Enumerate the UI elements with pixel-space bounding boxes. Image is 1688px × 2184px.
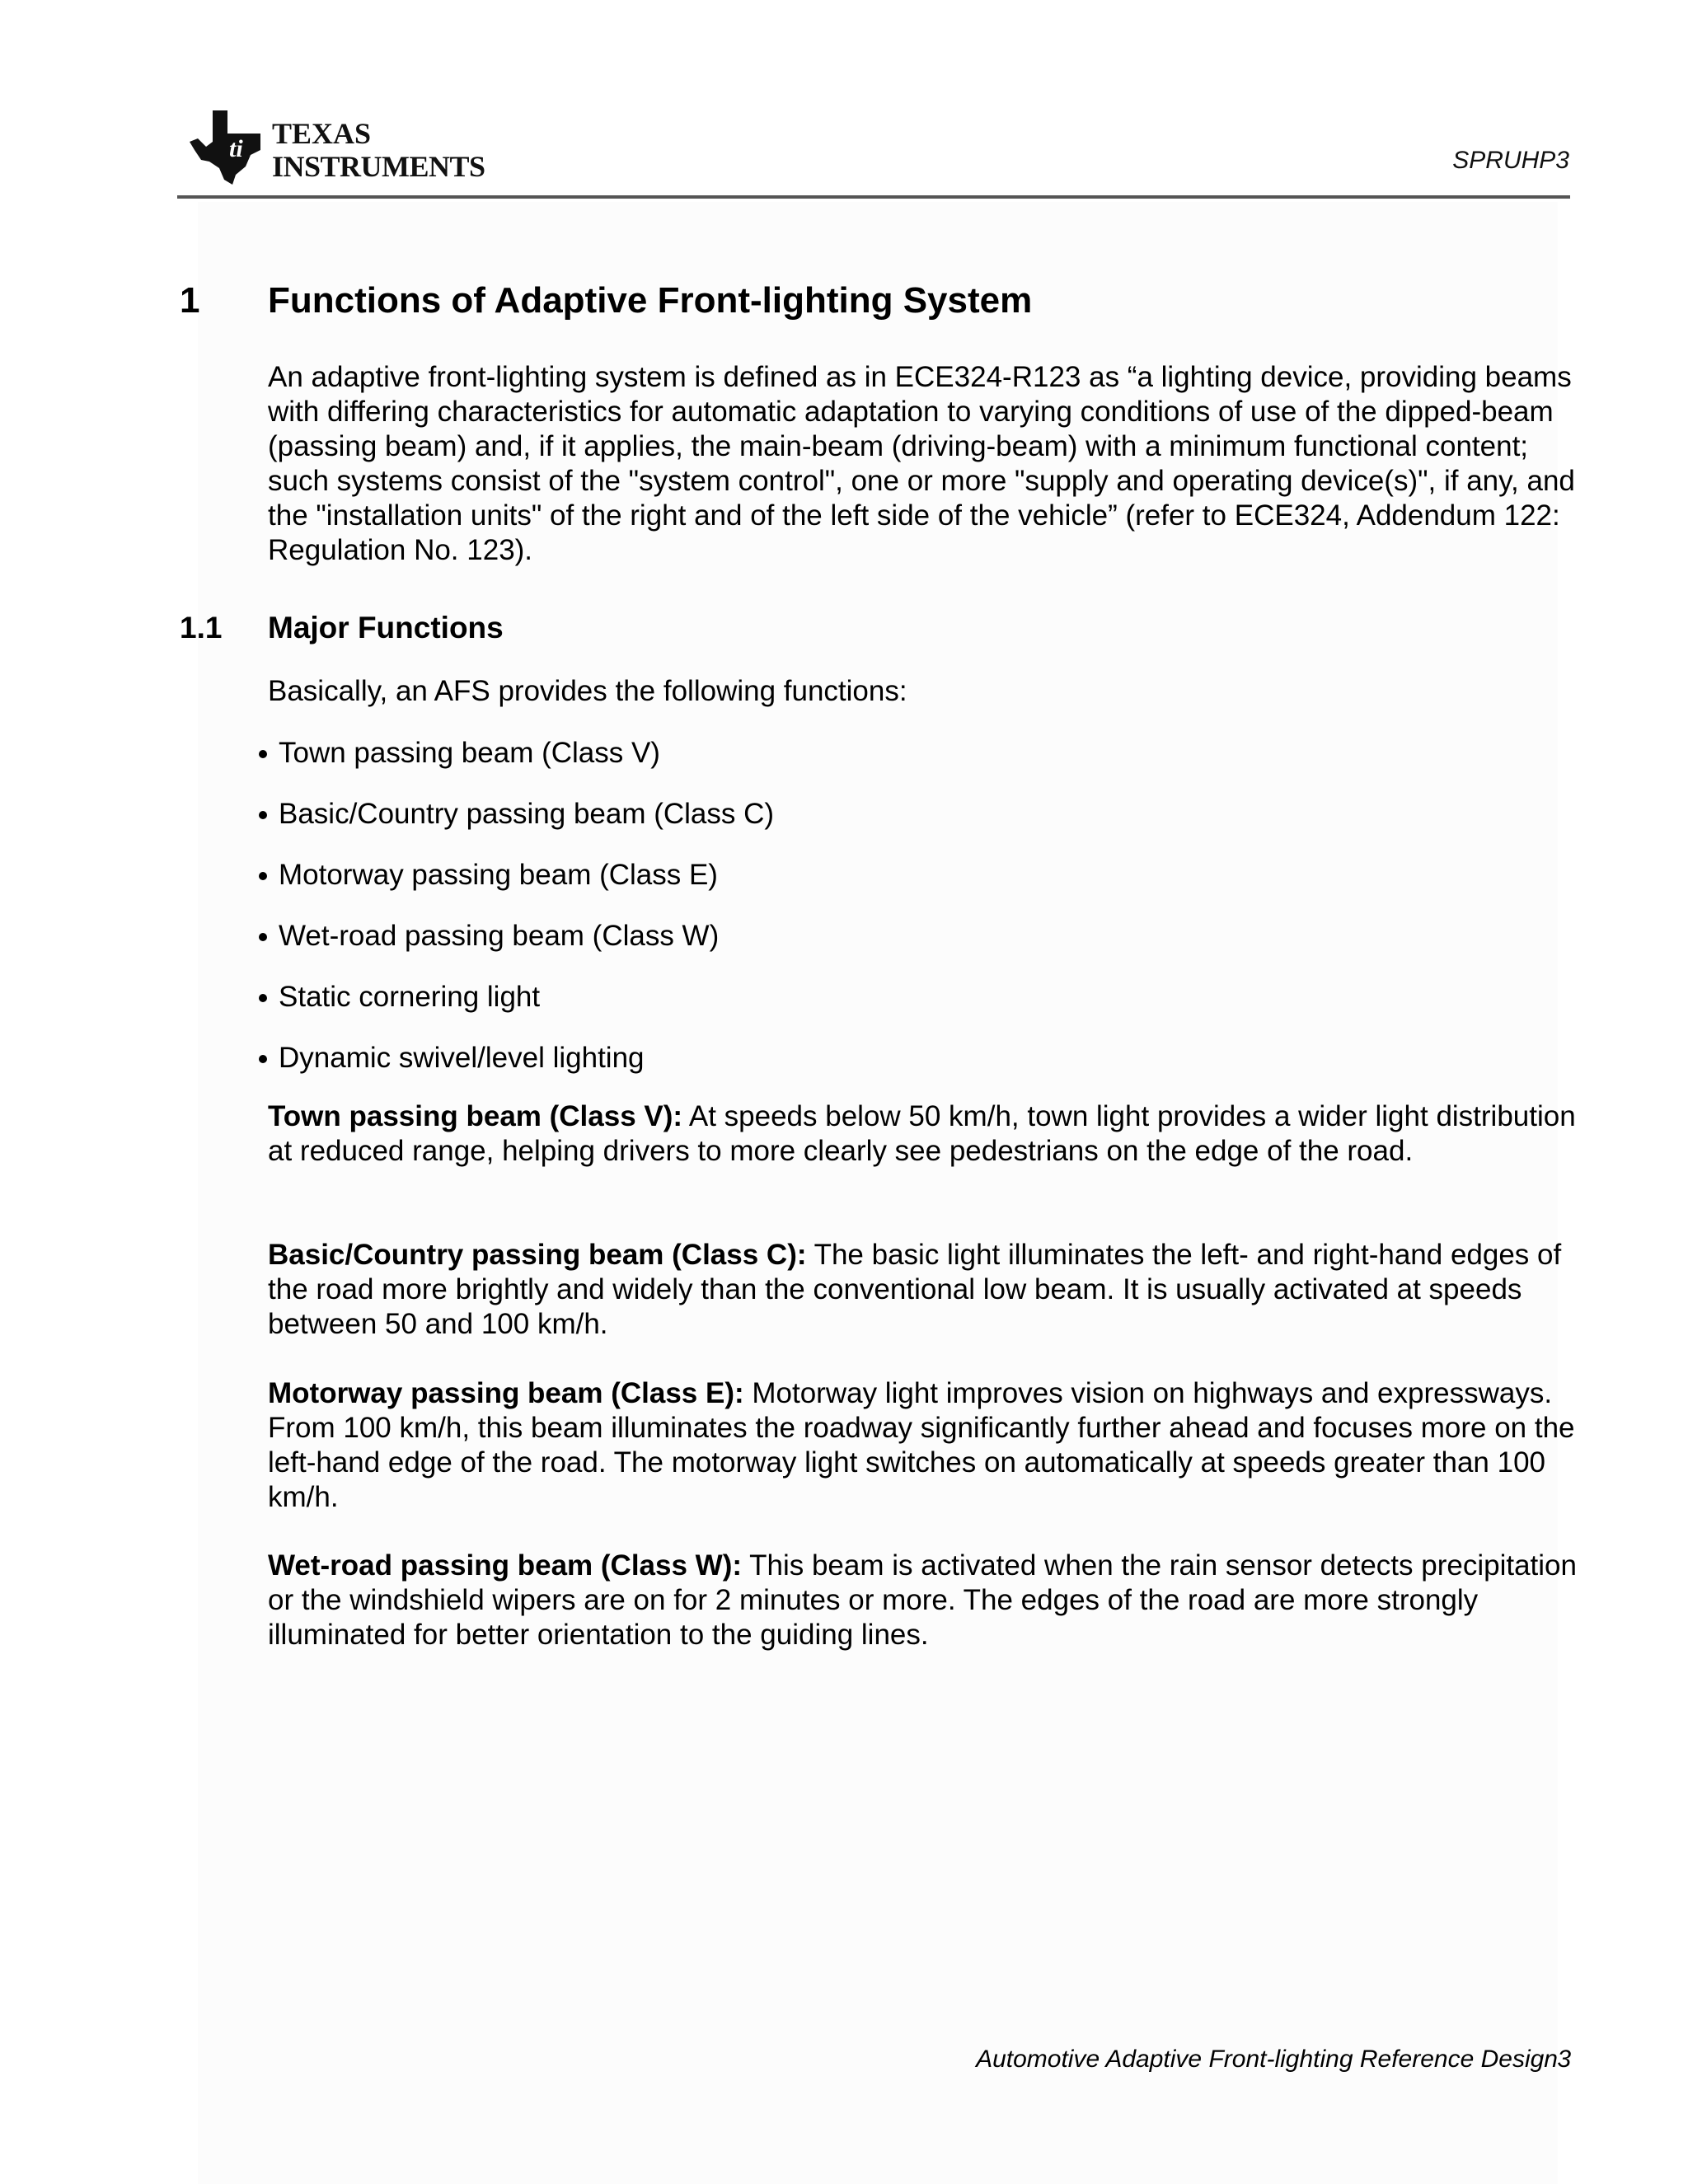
list-item-text: Basic/Country passing beam (Class C) — [279, 798, 775, 830]
bullet-icon — [259, 1055, 267, 1063]
list-item — [256, 736, 774, 797]
definition-class-c — [268, 1238, 1578, 1342]
definition-term: Basic/Country passing beam (Class C): — [268, 1239, 807, 1271]
section-1-number: 1 — [180, 280, 200, 321]
document-id: SPRUHP3 — [1452, 147, 1569, 174]
bullet-icon — [259, 994, 267, 1002]
definition-text: This beam is activated when the rain sensor detects precipitation or the windshield wipers are on for 2 minutes or more. The edges of the road are more strongly illuminated for better orientation to the guiding lines. — [268, 1549, 1577, 1651]
bullet-icon — [259, 933, 267, 941]
list-item — [256, 980, 774, 1041]
section-1-heading: Functions of Adaptive Front-lighting System — [268, 280, 1033, 321]
bullet-icon — [259, 750, 267, 758]
page-number: 3 — [1557, 2046, 1571, 2073]
section-1-1-heading: Major Functions — [268, 611, 504, 644]
list-item-text: Motorway passing beam (Class E) — [279, 859, 718, 891]
svg-text:ti: ti — [229, 135, 243, 162]
ti-logo — [188, 105, 518, 188]
list-item — [256, 797, 774, 858]
definition-text: The basic light illuminates the left- and right-hand edges of the road more brightly and widely than the conventional low beam. It is usually activated at speeds between 50 and 100 km/h. — [268, 1239, 1562, 1340]
definition-term: Wet-road passing beam (Class W): — [268, 1549, 743, 1582]
definition-class-e — [268, 1376, 1578, 1515]
definition-term: Motorway passing beam (Class E): — [268, 1377, 744, 1409]
list-item-text: Town passing beam (Class V) — [279, 737, 660, 769]
definition-term: Town passing beam (Class V): — [268, 1100, 683, 1132]
list-item — [256, 919, 774, 980]
list-item — [256, 1041, 774, 1102]
footer-document-title: Automotive Adaptive Front-lighting Reference Design — [976, 2046, 1558, 2073]
list-item-text: Static cornering light — [279, 981, 541, 1013]
logo-line-instruments: INSTRUMENTS — [272, 150, 485, 183]
definition-text: Motorway light improves vision on highways and expressways. From 100 km/h, this beam illuminates the roadway significantly further ahead and focuses more on the left-hand edge of the road. The motorway light switches on automatically at speeds greater than 100 km/h. — [268, 1377, 1575, 1513]
section-1-1-number: 1.1 — [180, 611, 223, 644]
logo-line-texas: TEXAS — [272, 117, 372, 150]
bullet-icon — [259, 811, 267, 819]
list-item-text: Wet-road passing beam (Class W) — [279, 920, 720, 952]
functions-list — [256, 736, 774, 1102]
texas-state-icon — [188, 109, 264, 185]
definition-class-v — [268, 1099, 1578, 1169]
logo-wordmark — [272, 119, 485, 181]
header-divider — [177, 195, 1570, 199]
list-item — [256, 858, 774, 919]
bullet-icon — [259, 872, 267, 880]
section-1-intro-paragraph: An adaptive front-lighting system is defined as in ECE324-R123 as “a lighting device, providing beams with differing characteristics for automatic adaptation to varying conditions of use of the dipped-beam (passing beam) and, if it applies, the main-beam (driving-beam) with a minimum functional content; such systems consist of the "system control", one or more "supply and operating device(s)", if any, and the "installation units" of the right and of the left side of the vehicle” (refer to ECE324, Addendum 122: Regulation No. 123). — [268, 361, 1575, 566]
definition-text: At speeds below 50 km/h, town light provides a wider light distribution at reduced range, helping drivers to more clearly see pedestrians on the edge of the road. — [268, 1100, 1576, 1167]
list-item-text: Dynamic swivel/level lighting — [279, 1042, 645, 1074]
functions-lead-paragraph: Basically, an AFS provides the following functions: — [268, 675, 907, 707]
definition-class-w — [268, 1549, 1578, 1652]
